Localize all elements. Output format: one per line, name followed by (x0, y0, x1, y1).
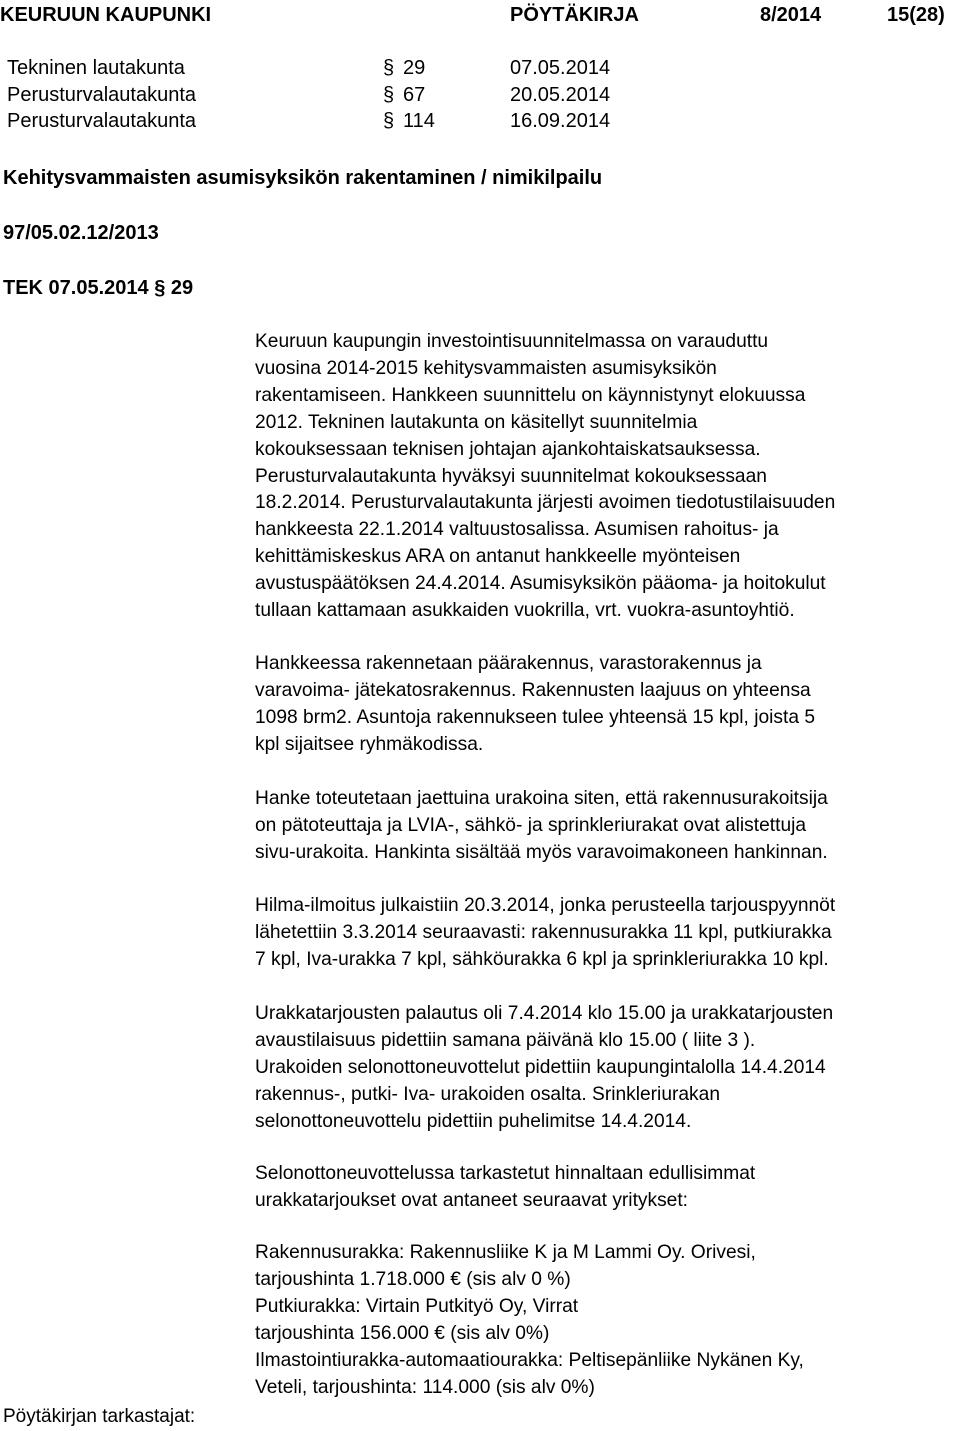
body-line: tullaan kattamaan asukkaiden vuokrilla, vrt. vuokra-asuntoyhtiö. (255, 600, 795, 622)
body-line: Urakoiden selonottoneuvottelut pidettiin kaupungintalolla 14.4.2014 (255, 1056, 826, 1078)
body-line: Hilma-ilmoitus julkaistiin 20.3.2014, jonka perusteella tarjouspyynnöt (255, 895, 836, 916)
section-reference-number: 29 (170, 277, 194, 299)
record-number: 97/05.02.12/2013 (3, 222, 159, 244)
body-line: rakennus-, putki- Iva- urakoiden osalta. Srinkleriurakan (255, 1083, 720, 1105)
body-line: 18.2.2014. Perusturvalautakunta järjesti avoimen tiedotustilaisuuden (255, 492, 836, 514)
paragraph (255, 329, 955, 625)
body-line: urakkatarjoukset ovat antaneet seuraavat yritykset: (255, 1189, 689, 1211)
body-line: kehittämiskeskus ARA on antanut hankkeelle myönteisen (255, 546, 741, 568)
header-doc-number: 8/2014 (760, 4, 822, 26)
meeting-date: 07.05.2014 (510, 57, 611, 79)
body-line: tarjoushinta 156.000 € (sis alv 0%) (255, 1322, 550, 1344)
body-line: tarjoushinta 1.718.000 € (sis alv 0 %) (255, 1268, 571, 1290)
paragraph (255, 786, 955, 867)
body-line: kokouksessaan teknisen johtajan ajankohtaiskatsauksessa. (255, 438, 761, 460)
section-symbol-icon: § (383, 57, 395, 79)
body-line: lähetettiin 3.3.2014 seuraavasti: rakennusurakka 11 kpl, putkiurakka (255, 921, 832, 943)
body-line: varavoima- jätekatosrakennus. Rakennusten laajuus on yhteensa (255, 679, 811, 701)
body-line: 7 kpl, Iva-urakka 7 kpl, sähköurakka 6 kpl ja sprinkleriurakka 10 kpl. (255, 948, 829, 970)
section-symbol-icon: § (383, 84, 395, 106)
section-symbol-icon: § (154, 277, 166, 299)
document-title: Kehitysvammaisten asumisyksikön rakentaminen / nimikilpailu (3, 167, 603, 189)
body-line: 1098 brm2. Asuntoja rakennukseen tulee yhteensä 15 kpl, joista 5 (255, 706, 816, 728)
body-line: on pätoteuttaja ja LVIA-, sähkö- ja sprinkleriurakat ovat alistettuja (255, 814, 807, 836)
meeting-section-number: 67 (403, 84, 426, 106)
header-organization: KEURUUN KAUPUNKI (0, 4, 212, 26)
paragraph (255, 651, 955, 759)
body-line: Putkiurakka: Virtain Putkityö Oy, Virrat (255, 1295, 579, 1317)
body-line: vuosina 2014-2015 kehitysvammaisten asumisyksikön (255, 357, 717, 379)
paragraph (255, 1161, 955, 1215)
body-line: kpl sijaitsee ryhmäkodissa. (255, 733, 484, 755)
paragraph (255, 1240, 955, 1401)
header-page-number: 15(28) (887, 4, 945, 26)
meeting-body: Tekninen lautakunta (7, 57, 185, 79)
body-line: Hankkeessa rakennetaan päärakennus, varastorakennus ja (255, 653, 762, 674)
body-line: Perusturvalautakunta hyväksyi suunnitelmat kokouksessaan (255, 465, 767, 487)
body-line: Urakkatarjousten palautus oli 7.4.2014 klo 15.00 ja urakkatarjousten (255, 1003, 834, 1024)
body-line: Selonottoneuvottelussa tarkastetut hinnaltaan edullisimmat (255, 1163, 756, 1184)
body-line: avustuspäätöksen 24.4.2014. Asumisyksikön pääoma- ja hoitokulut (255, 573, 826, 595)
body-line: Keuruun kaupungin investointisuunnitelmassa on varauduttu (255, 331, 769, 352)
meeting-body: Perusturvalautakunta (7, 84, 197, 106)
body-line: Ilmastointiurakka-automaatiourakka: Peltisepänliike Nykänen Ky, (255, 1349, 804, 1371)
body-line: Rakennusurakka: Rakennusliike K ja M Lammi Oy. Orivesi, (255, 1242, 756, 1263)
meeting-body: Perusturvalautakunta (7, 110, 197, 132)
section-reference-label: TEK 07.05.2014 (3, 277, 149, 299)
body-line: rakentamiseen. Hankkeen suunnittelu on käynnistynyt elokuussa (255, 384, 806, 406)
body-line: hankkeesta 22.1.2014 valtuustosalissa. Asumisen rahoitus- ja (255, 519, 779, 541)
meeting-date: 16.09.2014 (510, 110, 611, 132)
body-line: sivu-urakoita. Hankinta sisältää myös varavoimakoneen hankinnan. (255, 841, 828, 863)
paragraph (255, 893, 955, 974)
footer-reviewers-label: Pöytäkirjan tarkastajat: (3, 1406, 196, 1427)
header-doc-type: PÖYTÄKIRJA (510, 4, 639, 26)
paragraph (255, 1001, 955, 1136)
section-reference (3, 277, 193, 300)
meeting-section-number: 114 (403, 110, 435, 132)
body-line: selonottoneuvottelu pidettiin puhelimitse 14.4.2014. (255, 1110, 692, 1132)
meeting-date: 20.05.2014 (510, 84, 611, 106)
body-line: Veteli, tarjoushinta: 114.000 (sis alv 0%) (255, 1376, 595, 1398)
body-line: avaustilaisuus pidettiin samana päivänä klo 15.00 ( liite 3 ). (255, 1029, 756, 1051)
body-line: Hanke toteutetaan jaettuina urakoina siten, että rakennusurakoitsija (255, 788, 828, 809)
meeting-section-number: 29 (403, 57, 426, 79)
section-symbol-icon: § (383, 110, 395, 132)
body-line: 2012. Tekninen lautakunta on käsitellyt suunnitelmia (255, 411, 698, 433)
